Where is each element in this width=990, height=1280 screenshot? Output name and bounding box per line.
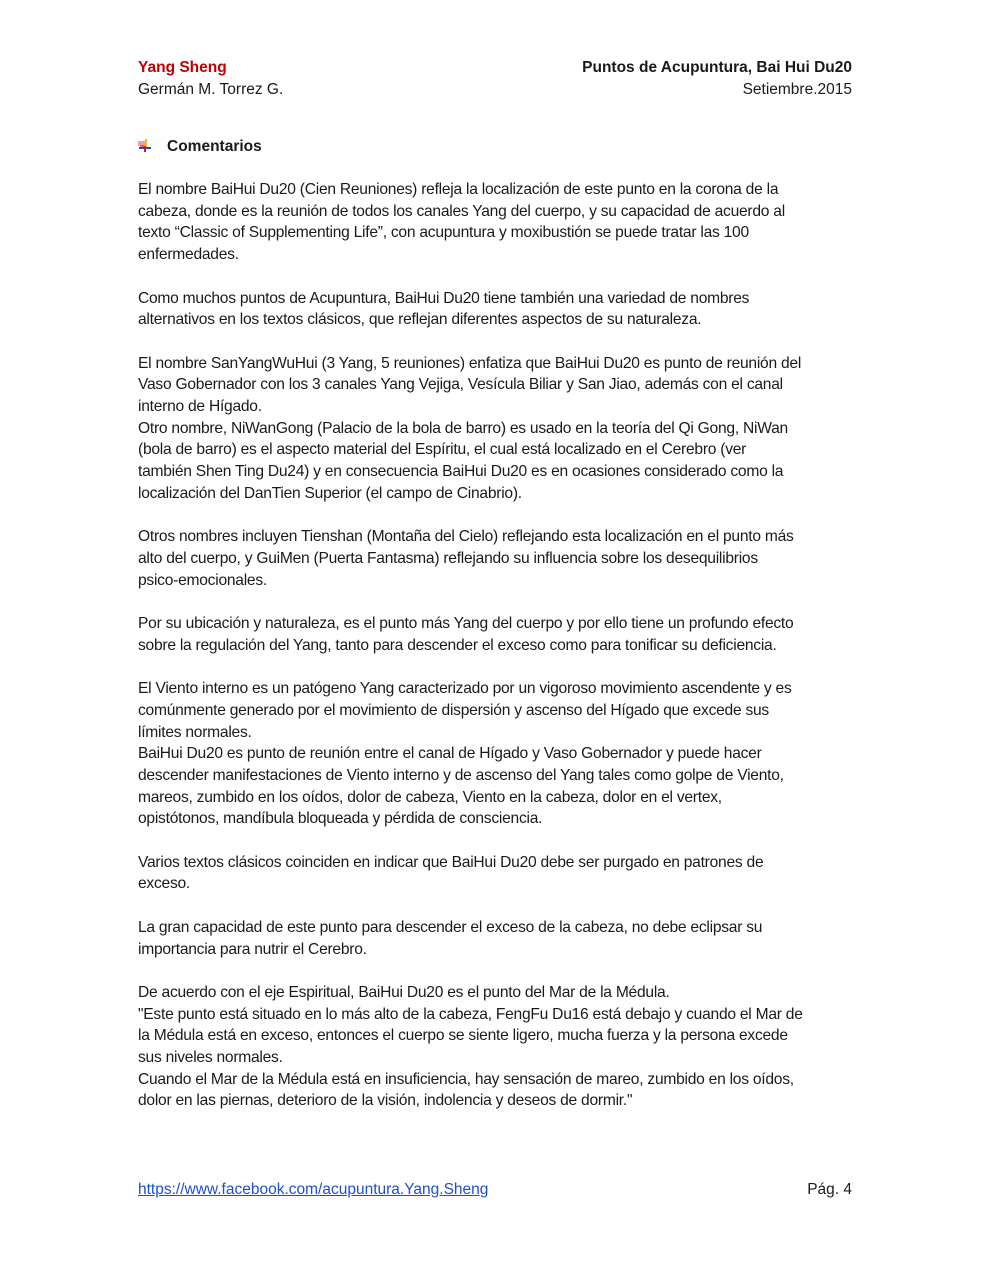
text-line: BaiHui Du20 es punto de reunión entre el canal de Hígado y Vaso Gobernador y puede hacer [138, 745, 762, 763]
page-footer [138, 1179, 852, 1201]
text-line: descender manifestaciones de Viento interno y de ascenso del Yang tales como golpe de Viento, [138, 766, 784, 784]
facebook-link[interactable]: https://www.facebook.com/acupuntura.Yang.Sheng [138, 1181, 489, 1198]
page-number: Pág. 4 [807, 1181, 852, 1198]
text-line: Vaso Gobernador con los 3 canales Yang Vejiga, Vesícula Biliar y San Jiao, además con el canal [138, 376, 783, 394]
text-line: alto del cuerpo, y GuiMen (Puerta Fantasma) reflejando su influencia sobre los desequilibrios [138, 549, 758, 567]
header-author: Germán M. Torrez G. [138, 81, 284, 98]
paragraph [138, 852, 852, 895]
paragraph [138, 288, 852, 331]
header-row-2 [138, 79, 852, 101]
text-line: exceso. [138, 875, 190, 893]
text-line: Otros nombres incluyen Tienshan (Montaña del Cielo) reflejando esta localización en el punto más [138, 528, 794, 546]
text-line: El nombre BaiHui Du20 (Cien Reuniones) refleja la localización de este punto en la corona de la [138, 181, 779, 198]
text-line: la Médula está en exceso, entonces el cuerpo se siente ligero, mucha fuerza y la persona excede [138, 1027, 788, 1045]
text-line: (bola de barro) es el aspecto material del Espíritu, el cual está localizado en el Cerebro (ver [138, 441, 747, 459]
text-line: psico-emocionales. [138, 571, 267, 589]
text-line: Como muchos puntos de Acupuntura, BaiHui Du20 tiene también una variedad de nombres [138, 289, 750, 307]
paragraph [138, 613, 852, 656]
header-row-1 [138, 57, 852, 79]
text-line: El Viento interno es un patógeno Yang caracterizado por un vigoroso movimiento ascendente y es [138, 680, 792, 698]
text-line: Otro nombre, NiWanGong (Palacio de la bola de barro) es usado en la teoría del Qi Gong, NiWan [138, 419, 788, 437]
header-date: Setiembre.2015 [742, 81, 852, 98]
text-line: importancia para nutrir el Cerebro. [138, 940, 367, 958]
text-line: también Shen Ting Du24) y en consecuencia BaiHui Du20 es en ocasiones considerado como la [138, 463, 784, 481]
text-line: texto “Classic of Supplementing Life”, con acupuntura y moxibustión se puede tratar las 100 [138, 224, 749, 242]
text-line: alternativos en los textos clásicos, que reflejan diferentes aspectos de su naturaleza. [138, 311, 702, 329]
section-title: Comentarios [167, 138, 262, 155]
document-page [138, 0, 852, 1280]
text-line: El nombre SanYangWuHui (3 Yang, 5 reuniones) enfatiza que BaiHui Du20 es punto de reunión del [138, 354, 802, 372]
text-line: comúnmente generado por el movimiento de dispersión y ascenso del Hígado que excede sus [138, 701, 769, 719]
header-document-title: Puntos de Acupuntura, Bai Hui Du20 [582, 59, 852, 76]
text-line: localización del DanTien Superior (el campo de Cinabrio). [138, 484, 522, 502]
text-line: sobre la regulación del Yang, tanto para descender el exceso como para tonificar su deficiencia. [138, 636, 777, 654]
text-line: límites normales. [138, 723, 252, 741]
paragraph [138, 526, 852, 591]
quadrant-bullet-icon [138, 139, 152, 153]
text-line: interno de Hígado. [138, 398, 262, 415]
paragraph [138, 179, 852, 266]
text-line: sus niveles normales. [138, 1049, 283, 1066]
text-line: Por su ubicación y naturaleza, es el punto más Yang del cuerpo y por ello tiene un profundo efecto [138, 615, 794, 632]
text-line: Varios textos clásicos coinciden en indicar que BaiHui Du20 debe ser purgado en patrones de [138, 853, 764, 871]
text-line: dolor en las piernas, deterioro de la visión, indolencia y deseos de dormir." [138, 1092, 633, 1110]
text-line: La gran capacidad de este punto para descender el exceso de la cabeza, no debe eclipsar su [138, 918, 763, 936]
paragraph [138, 982, 852, 1112]
text-line: mareos, zumbido en los oídos, dolor de cabeza, Viento en la cabeza, dolor en el vertex, [138, 788, 722, 806]
text-line: De acuerdo con el eje Espiritual, BaiHui Du20 es el punto del Mar de la Médula. [138, 983, 670, 1001]
text-line: opistótonos, mandíbula bloqueada y pérdida de consciencia. [138, 810, 543, 828]
text-line: "Este punto está situado en lo más alto de la cabeza, FengFu Du16 está debajo y cuando el Mar de [138, 1005, 803, 1023]
body-text [138, 179, 852, 1134]
paragraph [138, 353, 852, 505]
text-line: enfermedades. [138, 246, 239, 264]
text-line: Cuando el Mar de la Médula está en insuficiencia, hay sensación de mareo, zumbido en los oídos, [138, 1070, 794, 1088]
paragraph [138, 917, 852, 960]
paragraph [138, 678, 852, 830]
text-line: cabeza, donde es la reunión de todos los canales Yang del cuerpo, y su capacidad de acuerdo al [138, 202, 785, 220]
header-brand: Yang Sheng [138, 59, 227, 76]
